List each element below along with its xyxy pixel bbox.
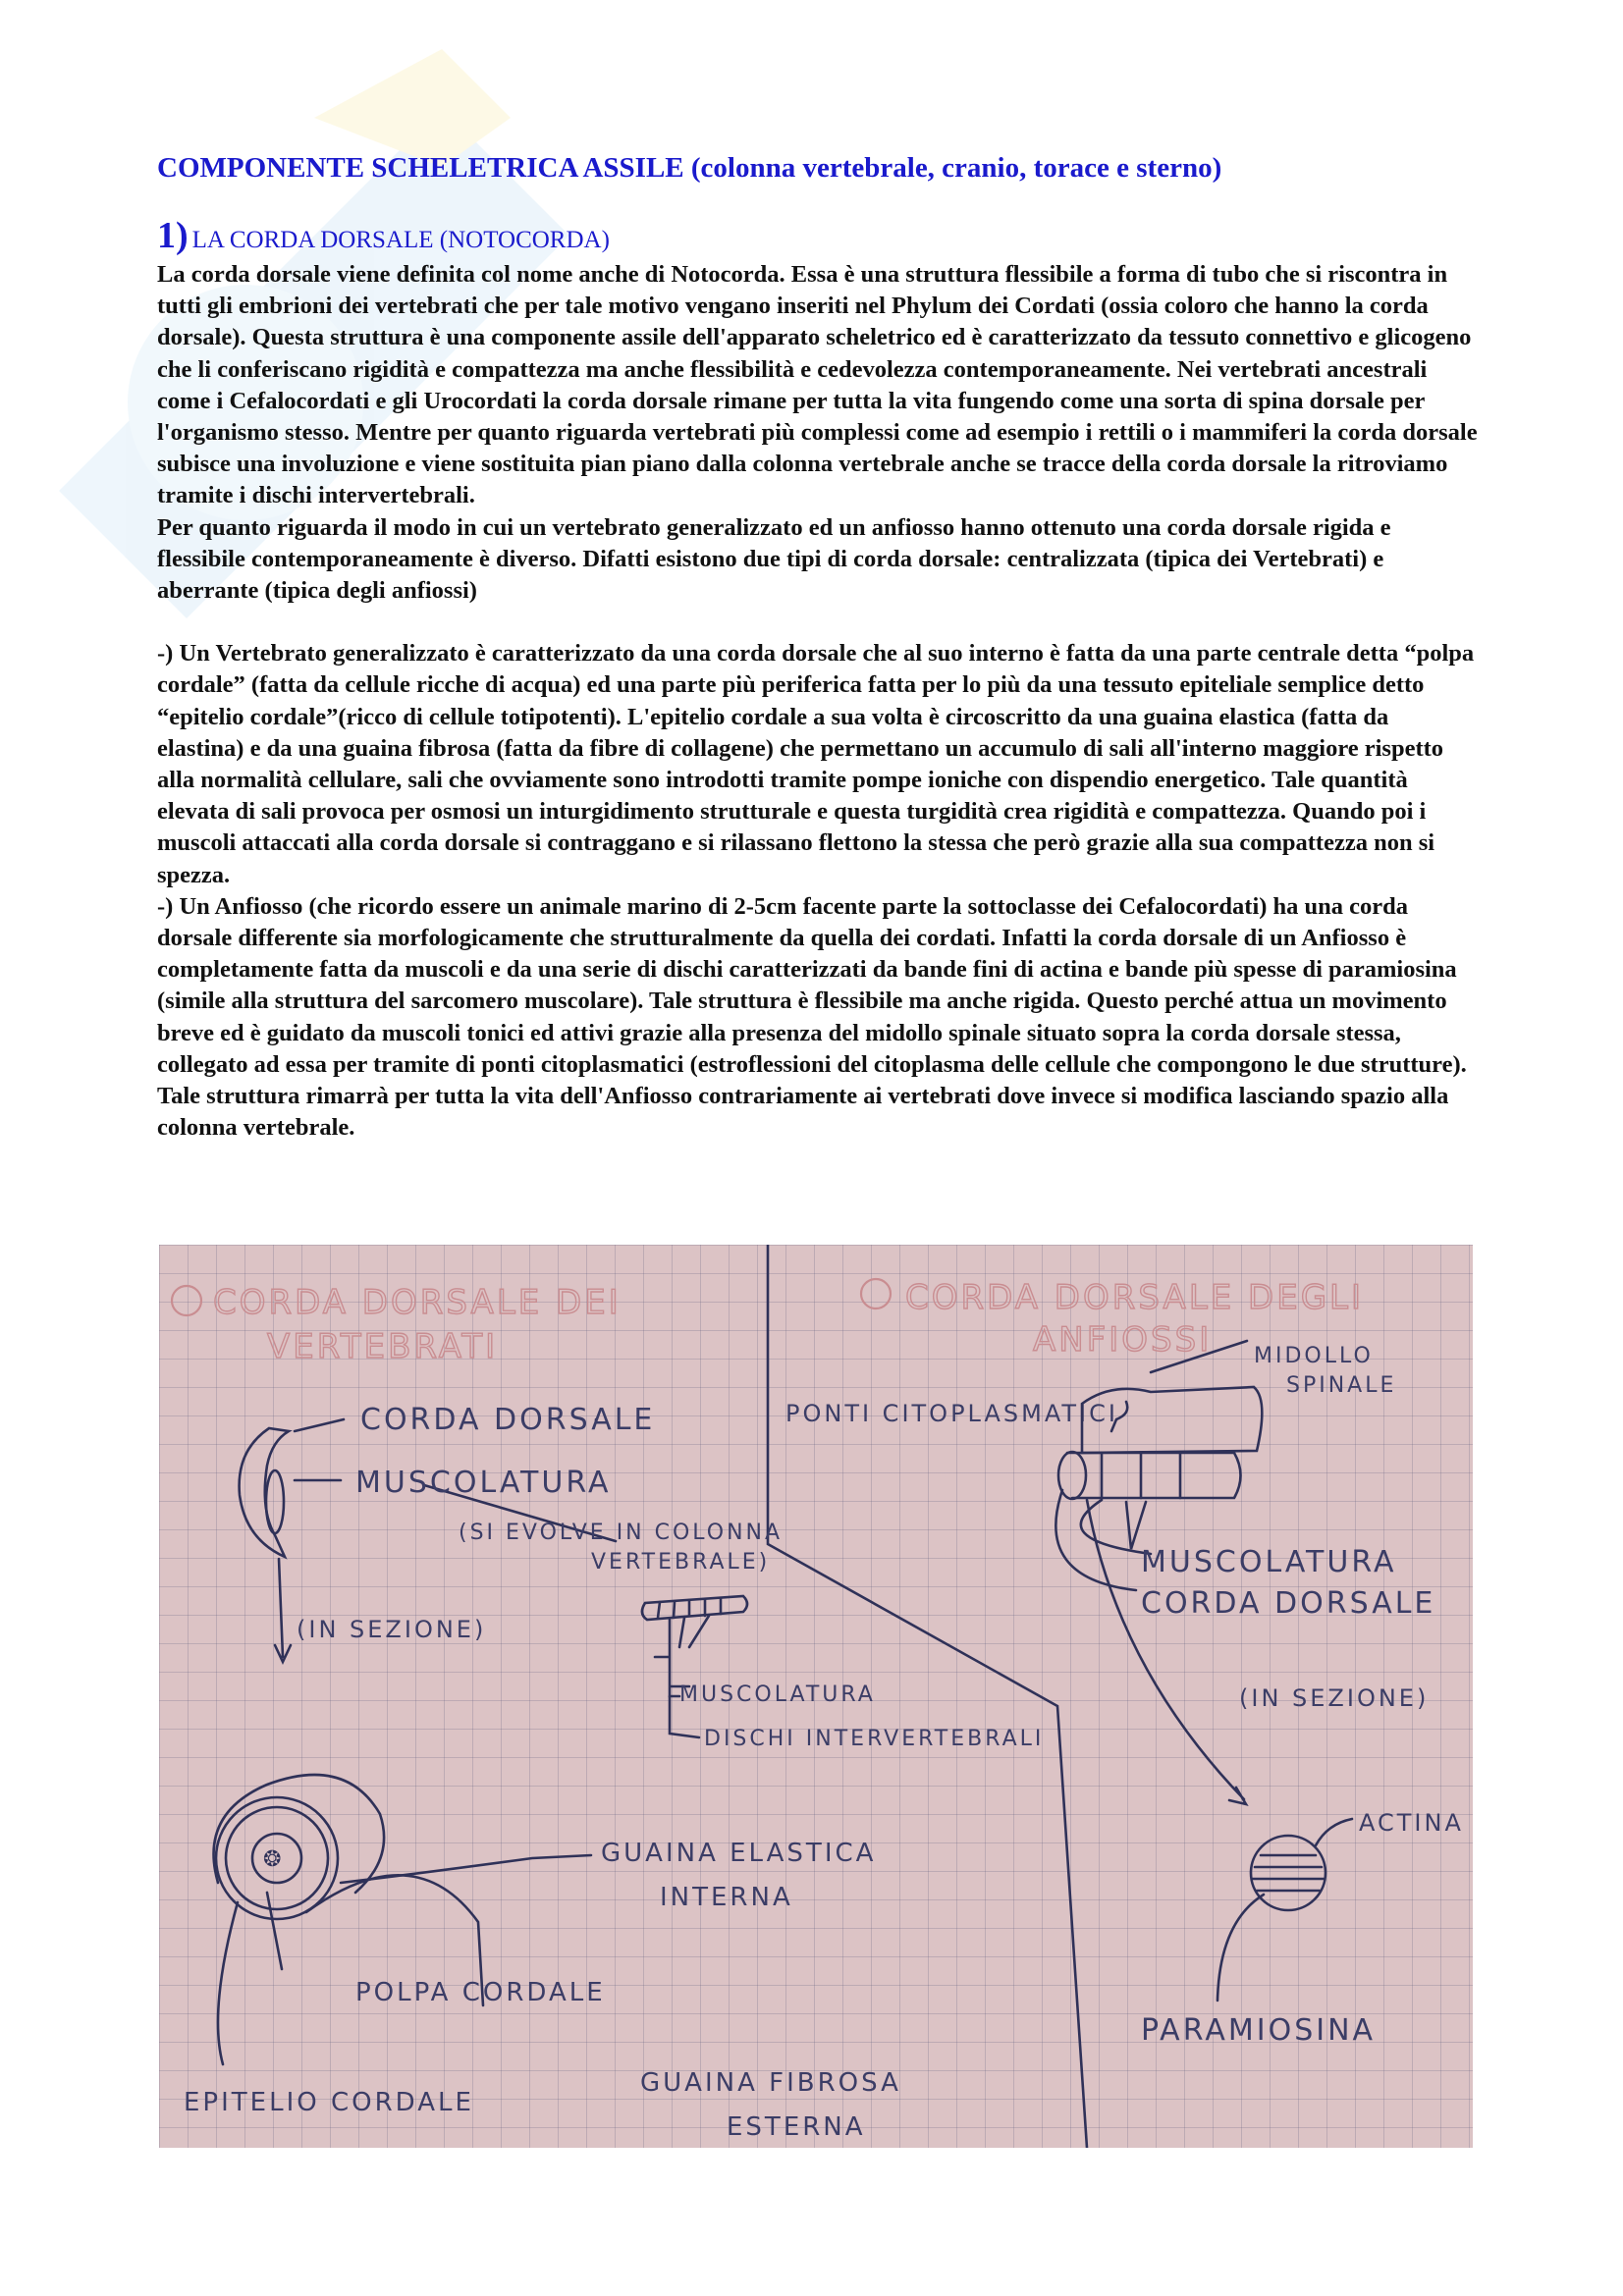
right-panel-subtitle: ANFIOSSI — [1033, 1320, 1213, 1360]
section-number: 1) — [157, 215, 189, 256]
label-muscolatura-mid: MUSCOLATURA — [679, 1682, 876, 1707]
label-midollo: MIDOLLO — [1254, 1344, 1374, 1368]
label-corda-dorsale-right: CORDA DORSALE — [1141, 1586, 1436, 1621]
label-actina: ACTINA — [1359, 1809, 1464, 1837]
label-muscolatura-right: MUSCOLATURA — [1141, 1545, 1397, 1579]
left-panel-subtitle: VERTEBRATI — [267, 1327, 499, 1366]
label-interna: INTERNA — [660, 1883, 793, 1912]
label-corda-dorsale: CORDA DORSALE — [360, 1403, 656, 1437]
label-guaina-fibrosa: GUAINA FIBROSA — [640, 2068, 901, 2098]
svg-text:❂: ❂ — [263, 1847, 282, 1872]
paragraph: Per quanto riguarda il modo in cui un vertebrato generalizzato ed un anfiosso hanno ottenuto una corda dorsale rigida e flessibile contemporaneamente è diverso. Difatti esistono due tipi di corda dorsale: centralizzata (tipica dei Vertebrati) e aberrante (tipica degli anfiossi) — [157, 513, 1391, 605]
label-epitelio-cordale: EPITELIO CORDALE — [184, 2088, 474, 2117]
label-si-evolve: (SI EVOLVE IN COLONNA — [459, 1521, 784, 1545]
paragraph: -) Un Vertebrato generalizzato è caratterizzato da una corda dorsale che al suo interno è fatta da una parte centrale detta “polpa cordale” (fatta da cellule ricche di acqua) ed una parte più periferica fatta per lo più da una tessuto epiteliale semplice detto “epitelio cordale”(ricco di cellule totipotenti). L'epitelio cordale a sua volta è circoscritto da una guaina elastica (fatta da elastina) e da una guaina fibrosa (fatta da fibre di collagene) che permettano un accumulo di sali all'interno maggiore rispetto alla normalità cellulare, sali che ovviamente sono introdotti tramite pompe ioniche con dispendio energetico. Tale quantità elevata di sali provoca per osmosi un inturgidimento strutturale e questa turgidità crea rigidità e compattezza. Quando poi i muscoli attaccati alla corda dorsale si contraggano e si rilassano flettono la stessa che però grazie alla sua compattezza non si spezza. — [157, 640, 1475, 888]
number-circle-icon — [172, 1286, 201, 1315]
label-paramiosina: PARAMIOSINA — [1141, 2013, 1377, 2048]
label-ponti: PONTI CITOPLASMATICI — [785, 1400, 1118, 1427]
section-title: LA CORDA DORSALE (NOTOCORDA) — [191, 227, 610, 253]
paragraph: La corda dorsale viene definita col nome anche di Notocorda. Essa è una struttura flessibile a forma di tubo che si riscontra in tutti gli embrioni dei vertebrati che per tale motivo vengano inseriti nel Phylum dei Cordati (ossia coloro che hanno la corda dorsale). Questa struttura è una componente assile dell'apparato scheletrico ed è caratterizzato da tessuto connettivo e glicogeno che li conferiscano rigidità e compattezza ma anche flessibilità e cedevolezza contemporaneamente. Nei vertebrati ancestrali come i Cefalocordati e gli Urocordati la corda dorsale rimane per tutta la vita fungendo come una sorta di spina dorsale per l'organismo stesso. Mentre per quanto riguarda vertebrati più complessi come ad esempio i rettili o i mammiferi la corda dorsale subisce una involuzione e viene sostituita pian piano dalla colonna vertebrale anche se tracce della corda dorsale la ritroviamo tramite i dischi intervertebrali. — [157, 261, 1478, 509]
label-spinale: SPINALE — [1286, 1373, 1397, 1398]
section-heading — [157, 214, 1478, 257]
label-in-sezione-right: (IN SEZIONE) — [1239, 1684, 1430, 1712]
number-circle-icon — [861, 1279, 891, 1308]
paragraph: -) Un Anfiosso (che ricordo essere un animale marino di 2-5cm facente parte la sottoclasse dei Cefalocordati) ha una corda dorsale differente sia morfologicamente che strutturalmente da quella dei cordati. Infatti la corda dorsale di un Anfiosso è completamente fatta da muscoli e da una serie di dischi caratterizzati da bande fini di actina e bande più spesse di paramiosina (simile alla struttura del sarcomero muscolare). Tale struttura è flessibile ma anche rigida. Questo perché attua un movimento breve ed è guidato da muscoli tonici ed attivi grazie alla presenza del midollo spinale situato sopra la corda dorsale stessa, collegato ad essa per tramite di ponti citoplasmatici (estroflessioni del citoplasma delle cellule che compongono le due strutture). — [157, 892, 1467, 1078]
document-title: COMPONENTE SCHELETRICA ASSILE (colonna vertebrale, cranio, torace e sterno) — [157, 152, 1222, 184]
label-dischi: DISCHI INTERVERTEBRALI — [704, 1727, 1045, 1751]
label-guaina-elastica: GUAINA ELASTICA — [601, 1839, 877, 1868]
paragraph: Tale struttura rimarrà per tutta la vita dell'Anfiosso contrariamente ai vertebrati dove invece si modifica lasciando spazio alla colonna vertebrale. — [157, 1083, 1449, 1142]
hand-drawn-diagram — [159, 1245, 1473, 2148]
label-in-sezione: (IN SEZIONE) — [297, 1616, 487, 1643]
document-body — [157, 152, 1478, 1144]
label-muscolatura: MUSCOLATURA — [355, 1466, 612, 1500]
label-polpa-cordale: POLPA CORDALE — [355, 1978, 606, 2007]
label-esterna: ESTERNA — [727, 2112, 866, 2142]
right-panel-title: CORDA DORSALE DEGLI — [905, 1278, 1365, 1317]
label-vertebrale: VERTEBRALE) — [591, 1550, 771, 1575]
left-panel-title: CORDA DORSALE DEI — [213, 1283, 622, 1322]
